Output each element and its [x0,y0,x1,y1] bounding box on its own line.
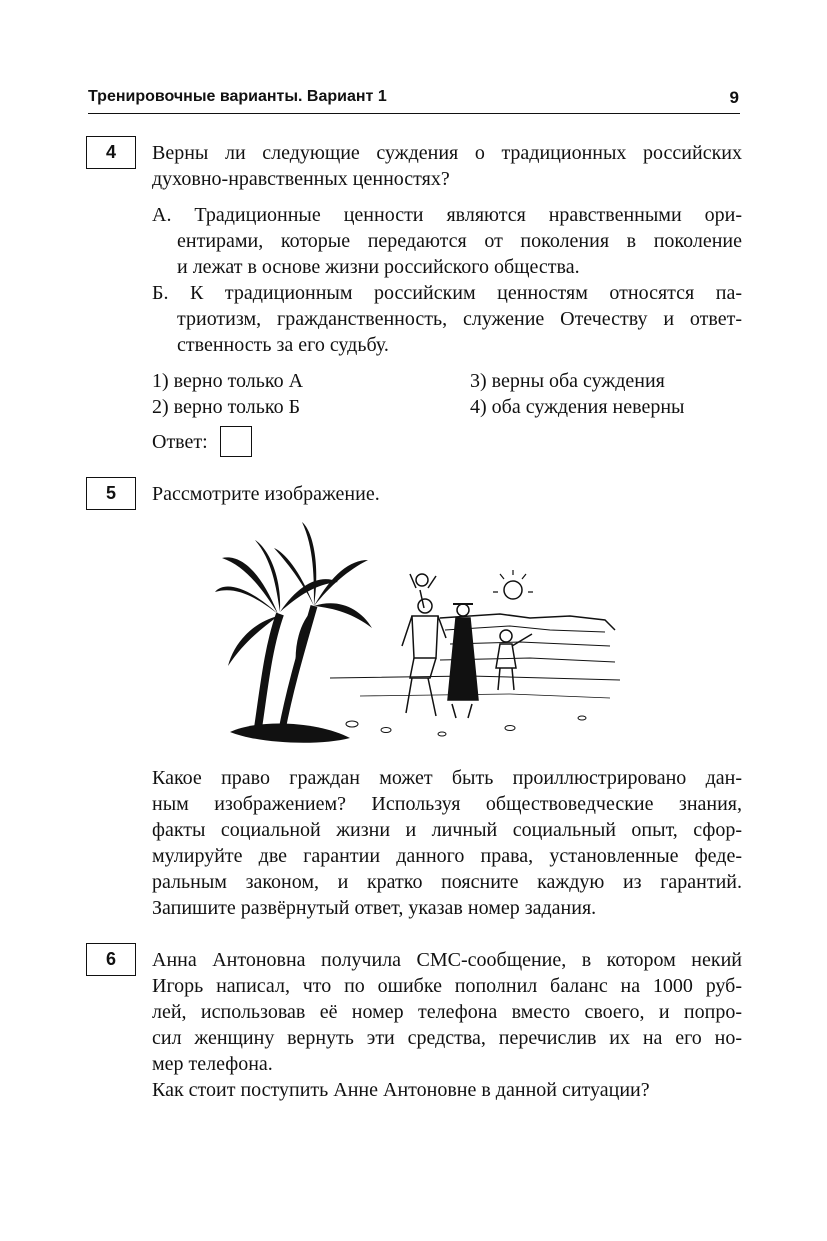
page-number: 9 [729,88,739,107]
task-5-line: ным изображением? Используя обществоведческие знания, [152,793,742,815]
statement-b-line: триотизм, гражданственность, служение Отечеству и ответ- [177,308,742,330]
task-6-line: мер телефона. [152,1053,273,1075]
task-4-number: 4 [86,136,136,169]
task-4-answer [152,426,252,457]
choice-4: 4) оба суждения неверны [470,396,685,418]
running-header-title: Тренировочные варианты. Вариант 1 [88,88,387,105]
palm-tree-icon [215,522,372,743]
task-6-line: Игорь написал, что по ошибке пополнил баланс на 1000 руб- [152,975,742,997]
sun-icon [504,581,522,599]
task-5-line: мулируйте две гарантии данного права, установленные феде- [152,845,742,867]
statement-b-line: ственность за его судьбу. [177,334,389,356]
task-5-number: 5 [86,477,136,510]
task-5-line: Какое право граждан может быть проиллюстрировано дан- [152,767,742,789]
task-5-line: Запишите развёрнутый ответ, указав номер задания. [152,897,597,919]
task-4-statement-a [152,202,742,280]
task-5-line: факты социальной жизни и личный социальный опыт, сфор- [152,819,742,841]
task-6-line: сил женщину вернуть эти средства, перечислив их на его но- [152,1027,742,1049]
answer-label: Ответ: [152,430,208,453]
task-5-body [152,765,742,921]
choice-1: 1) верно только А [152,370,304,392]
statement-b-line: Б. К традиционным российским ценностям относятся па- [152,282,742,304]
task-6-line: лей, использовав её номер телефона вместо своего, и попро- [152,1001,742,1023]
answer-box[interactable] [220,426,252,457]
header-divider [88,113,740,114]
task-6-line: Анна Антоновна получила СМС-сообщение, в котором некий [152,949,742,971]
task-5-intro: Рассмотрите изображение. [152,483,380,505]
statement-a-line: А. Традиционные ценности являются нравственными ори- [152,204,742,226]
statement-a-line: и лежат в основе жизни российского общества. [177,256,580,278]
task-4-question-line: Верны ли следующие суждения о традиционных российских [152,142,742,164]
choice-3: 3) верны оба суждения [470,370,665,392]
family-walking-figures [402,574,532,718]
task-4-question-line: духовно-нравственных ценностях? [152,168,450,190]
task-6-number: 6 [86,943,136,976]
statement-a-line: ентирами, которые передаются от поколения в поколение [177,230,742,252]
task-6-question: Как стоит поступить Анне Антоновне в данной ситуации? [152,1079,650,1101]
task-6-body [152,947,742,1103]
choice-2: 2) верно только Б [152,396,301,418]
beach-family-illustration [210,518,625,750]
task-4-statement-b [152,280,742,358]
task-4-question [152,140,742,192]
task-5-line: ральным законом, и кратко поясните каждую из гарантий. [152,871,742,893]
